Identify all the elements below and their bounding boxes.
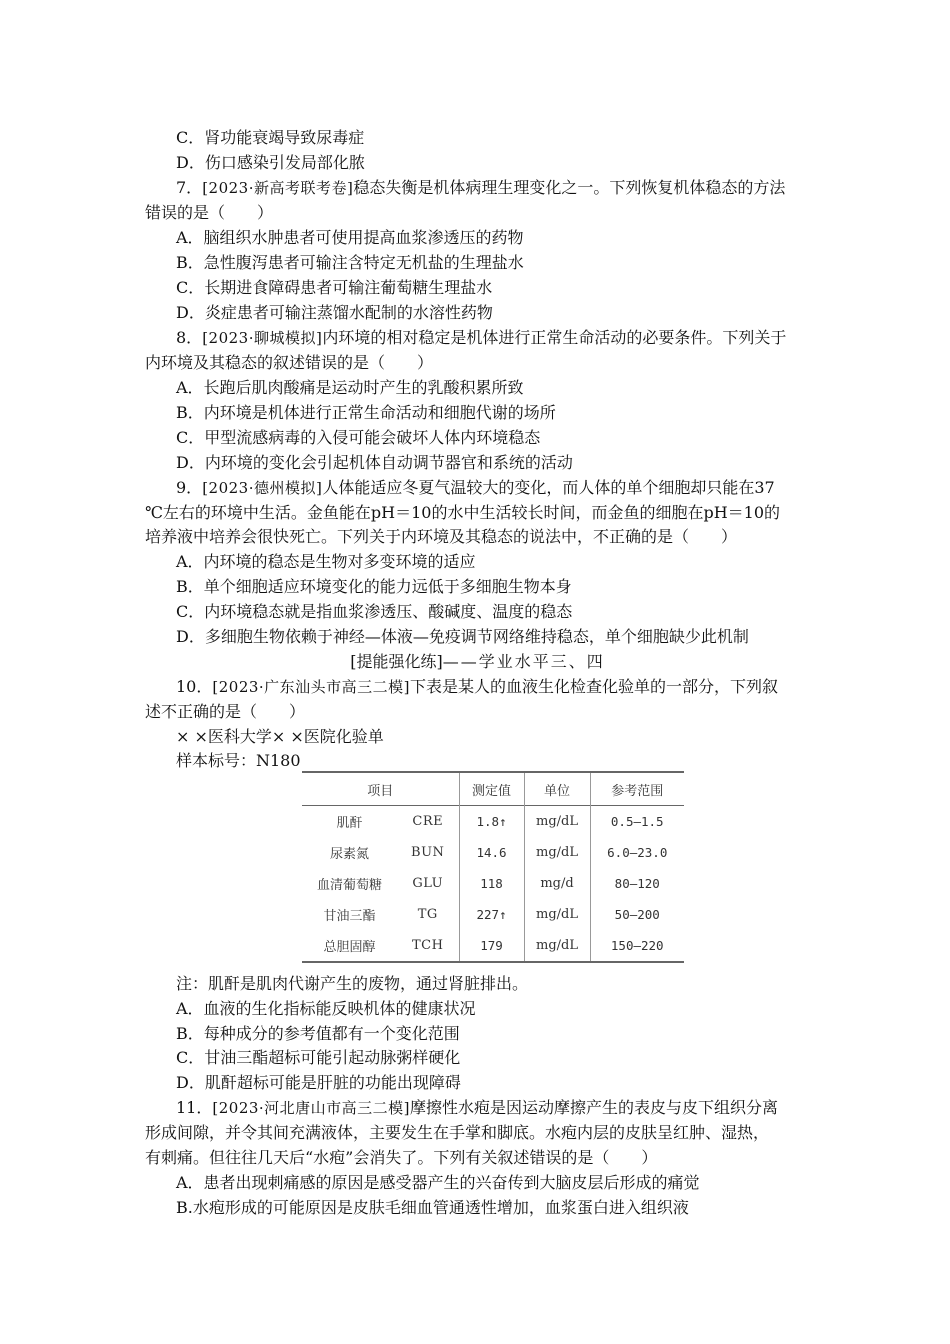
q9-number: 9． — [176, 478, 203, 497]
lab-report-title: × ×医科大学× ×医院化验单 — [176, 727, 384, 746]
q9-option-c: C．内环境稳态就是指血浆渗透压、酸碱度、温度的稳态 — [176, 602, 573, 621]
item-unit: mg/dL — [524, 806, 590, 838]
item-name: 肌酐 — [336, 816, 363, 831]
q9-stem-line3: 培养液中培养会很快死亡。下列关于内环境及其稳态的说法中，不正确的是（ ） — [145, 527, 738, 546]
q9-stem-line2: ℃左右的环境中生活。金鱼能在pH＝10的水中生活较长时间，而金鱼的细胞在pH＝10的 — [145, 503, 781, 522]
section-heading-title: [提能强化练] — [350, 652, 443, 671]
item-range: 6.0—23.0 — [590, 837, 684, 868]
q7-option-b: B．急性腹泻患者可输注含特定无机盐的生理盐水 — [176, 253, 524, 272]
sample-number: 样本标号：N180 — [176, 751, 301, 770]
header-item: 项目 — [367, 783, 394, 799]
q9-stem-line1 — [176, 476, 810, 500]
item-unit: mg/d — [524, 868, 590, 899]
header-value: 测定值 — [459, 772, 524, 806]
item-name: 总胆固醇 — [323, 940, 376, 955]
q8-stem-line1 — [176, 326, 810, 350]
item-abbr: TCH — [412, 938, 444, 953]
q11-stem-line1 — [176, 1096, 810, 1120]
q7-stem-text: 稳态失衡是机体病理生理变化之一。下列恢复机体稳态的方法 — [353, 178, 786, 197]
item-abbr: GLU — [412, 876, 444, 891]
q7-option-a: A．脑组织水肿患者可使用提高血浆渗透压的药物 — [176, 228, 524, 247]
q11-stem-text: 摩擦性水疱是因运动摩擦产生的表皮与皮下组织分离 — [410, 1098, 779, 1117]
q8-stem-line2: 内环境及其稳态的叙述错误的是（ ） — [145, 353, 434, 372]
q10-option-c: C．甘油三酯超标可能引起动脉粥样硬化 — [176, 1048, 461, 1067]
q11-source: [2023·河北唐山市高三二模] — [212, 1099, 411, 1117]
q9-option-a: A．内环境的稳态是生物对多变环境的适应 — [176, 552, 476, 571]
q8-option-d: D．内环境的变化会引起机体自动调节器官和系统的活动 — [176, 453, 573, 472]
item-name: 甘油三酯 — [323, 909, 376, 924]
q10-stem-text: 下表是某人的血液生化检查化验单的一部分，下列叙 — [410, 677, 779, 696]
q9-stem-text: 人体能适应冬夏气温较大的变化，而人体的单个细胞却只能在37 — [322, 478, 775, 497]
item-value: 1.8↑ — [459, 806, 524, 838]
item-abbr: CRE — [412, 814, 444, 829]
item-abbr: BUN — [411, 845, 445, 860]
q7-option-d: D．炎症患者可输注蒸馏水配制的水溶性药物 — [176, 303, 493, 322]
table-row — [302, 806, 684, 838]
table-row — [302, 868, 684, 899]
item-name: 血清葡萄糖 — [316, 878, 382, 893]
q10-source: [2023·广东汕头市高三二模] — [212, 678, 411, 696]
item-name: 尿素氮 — [329, 847, 369, 862]
item-range: 50—200 — [590, 899, 684, 930]
table-header-row — [302, 772, 684, 806]
table-note: 注：肌酐是肌肉代谢产生的废物，通过肾脏排出。 — [176, 974, 529, 993]
q10-number: 10． — [176, 677, 213, 696]
q8-option-b: B．内环境是机体进行正常生命活动和细胞代谢的场所 — [176, 403, 556, 422]
table-row — [302, 837, 684, 868]
item-unit: mg/dL — [524, 899, 590, 930]
q11-number: 11． — [176, 1098, 213, 1117]
q9-option-d: D．多细胞生物依赖于神经—体液—免疫调节网络维持稳态，单个细胞缺少此机制 — [176, 627, 749, 646]
q7-stem-line1 — [176, 176, 810, 200]
q8-number: 8． — [176, 328, 203, 347]
q6-option-c: C．肾功能衰竭导致尿毒症 — [176, 128, 365, 147]
lab-results-table — [302, 771, 684, 963]
section-heading-subtitle: ——学业水平三、四 — [442, 652, 605, 671]
item-value: 14.6 — [459, 837, 524, 868]
item-value: 227↑ — [459, 899, 524, 930]
q9-option-b: B．单个细胞适应环境变化的能力远低于多细胞生物本身 — [176, 577, 572, 596]
q7-source: [2023·新高考联考卷] — [202, 179, 354, 197]
table-row — [302, 930, 684, 962]
header-unit: 单位 — [524, 772, 590, 806]
q8-stem-text: 内环境的相对稳定是机体进行正常生命活动的必要条件。下列关于 — [322, 328, 787, 347]
q7-stem-line2: 错误的是（ ） — [145, 203, 274, 222]
q8-option-a: A．长跑后肌肉酸痛是运动时产生的乳酸积累所致 — [176, 378, 524, 397]
q11-stem-line3: 有刺痛。但往往几天后“水疱”会消失了。下列有关叙述错误的是（ ） — [145, 1148, 658, 1167]
header-range: 参考范围 — [590, 772, 684, 806]
item-range: 0.5—1.5 — [590, 806, 684, 838]
item-range: 150—220 — [590, 930, 684, 962]
q8-option-c: C．甲型流感病毒的入侵可能会破坏人体内环境稳态 — [176, 428, 541, 447]
q6-option-d: D．伤口感染引发局部化脓 — [176, 153, 365, 172]
q7-number: 7． — [176, 178, 203, 197]
q8-source: [2023·聊城模拟] — [202, 329, 323, 347]
q10-option-b: B．每种成分的参考值都有一个变化范围 — [176, 1024, 460, 1043]
q11-option-b: B.水疱形成的可能原因是皮肤毛细血管通透性增加，血浆蛋白进入组织液 — [176, 1198, 689, 1217]
q10-option-a: A．血液的生化指标能反映机体的健康状况 — [176, 999, 476, 1018]
item-unit: mg/dL — [524, 837, 590, 868]
item-range: 80—120 — [590, 868, 684, 899]
item-unit: mg/dL — [524, 930, 590, 962]
q11-option-a: A．患者出现刺痛感的原因是感受器产生的兴奋传到大脑皮层后形成的痛觉 — [176, 1173, 700, 1192]
q10-option-d: D．肌酐超标可能是肝脏的功能出现障碍 — [176, 1073, 461, 1092]
q11-stem-line2: 形成间隙，并令其间充满液体，主要发生在手掌和脚底。水疱内层的皮肤呈红肿、湿热， — [145, 1123, 770, 1142]
table-row — [302, 899, 684, 930]
item-value: 118 — [459, 868, 524, 899]
q10-stem-line2: 述不正确的是（ ） — [145, 702, 306, 721]
q9-source: [2023·德州模拟] — [202, 479, 323, 497]
section-heading — [145, 650, 810, 674]
item-value: 179 — [459, 930, 524, 962]
q7-option-c: C．长期进食障碍患者可输注葡萄糖生理盐水 — [176, 278, 493, 297]
item-abbr: TG — [417, 907, 438, 922]
q10-stem-line1 — [176, 675, 810, 699]
